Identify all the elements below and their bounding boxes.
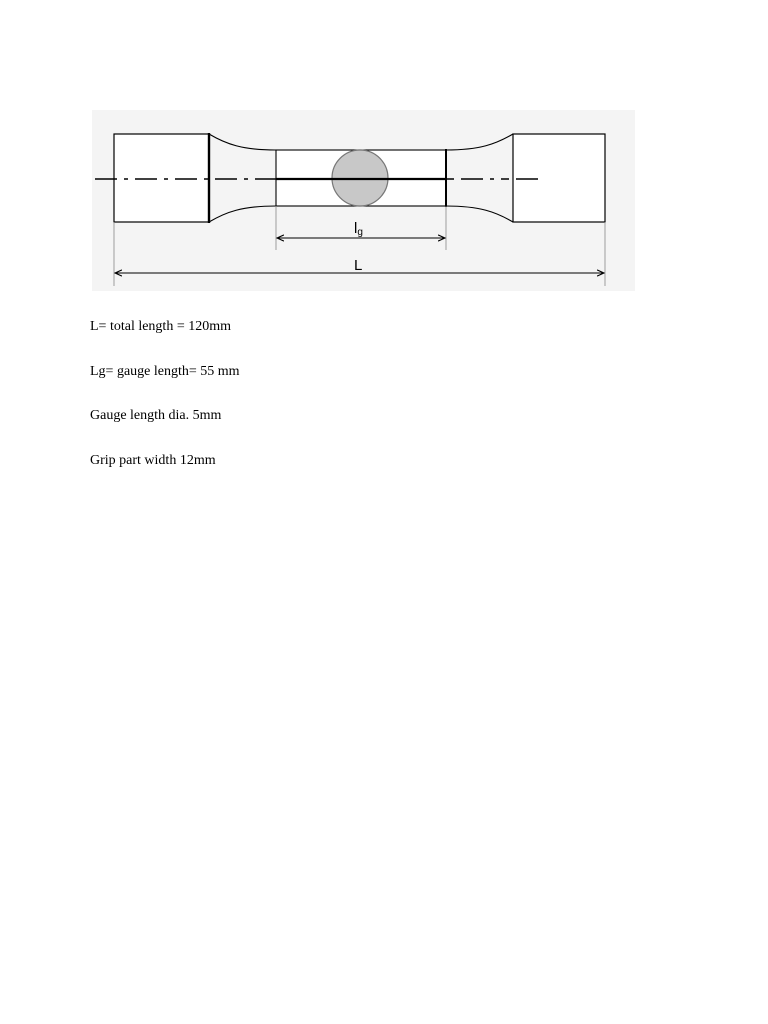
spec-grip-width: Grip part width 12mm	[90, 453, 216, 468]
spec-gauge-diameter: Gauge length dia. 5mm	[90, 408, 222, 423]
left-grip	[114, 134, 209, 222]
total-length-label: L	[354, 257, 363, 274]
gauge-length-label: lg	[354, 220, 363, 238]
tensile-specimen-diagram	[92, 110, 635, 291]
gauge-length-label-sub: g	[357, 227, 363, 238]
right-upper-fillet	[446, 134, 513, 150]
right-lower-fillet	[446, 206, 513, 222]
left-lower-fillet	[209, 206, 276, 222]
spec-gauge-length: Lg= gauge length= 55 mm	[90, 364, 240, 379]
left-upper-fillet	[209, 134, 276, 150]
spec-total-length: L= total length = 120mm	[90, 319, 231, 334]
specimen-drawing	[92, 110, 635, 291]
right-grip	[513, 134, 605, 222]
